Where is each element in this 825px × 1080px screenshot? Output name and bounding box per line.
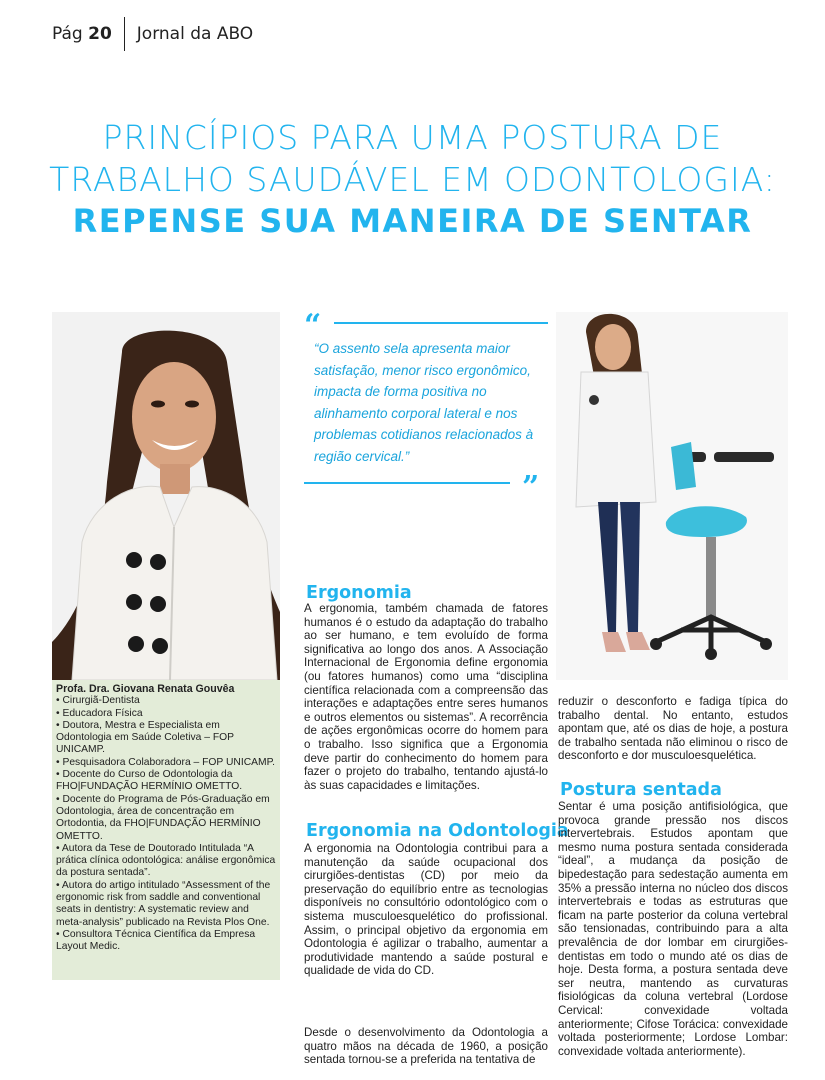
title-line-1: PRINCÍPIOS PARA UMA POSTURA DE [102,118,723,157]
quote-text: “O assento sela apresenta maior satisfação, menor risco ergonômico, impacta de forma positiva no alinhamento corporal lateral e nos problemas cotidianos relacionados à região cervical.” [314,341,534,464]
credential-item: • Doutora, Mestra e Especialista em Odontologia em Saúde Coletiva – FOP UNICAMP. [56,719,234,756]
title-line-3: REPENSE SUA MANEIRA DE SENTAR [72,202,753,240]
quote-rule-bottom [304,482,510,484]
page-header [52,14,253,54]
credential-item: • Docente do Curso de Odontologia da FHO|FUNDAÇÃO HERMÍNIO OMETTO. [56,769,243,793]
body-postura-sentada: Sentar é uma posição antifisiológica, que provoca grande pressão nos discos intervertebrais. Estudos apontam que mesmo numa postura sentada considerada “ideal”, a mudança da posição de bipedestação para sedestação aumenta em 35% a pressão interna no núcleo dos discos intervertebrais e todas as estruturas que ficam na parte posterior da coluna vertebral são tensionadas, contribuindo para a alta prevalência de dor lombar em cirurgiões-dentistas em todo o mundo até os dias de hoje. Desta forma, a postura sentada deve ser neutra, mantendo as curvaturas fisiológicas da coluna vertebral (Lordose Cervical: convexidade voltada anteriormente; Cifose Torácica: convexidade voltada posteriormente; Lordose Lombar: convexidade voltada anteriormente). [558,800,788,1058]
heading-ergonomia: Ergonomia [306,583,412,603]
heading-postura-sentada: Postura sentada [560,780,722,800]
journal-name: Jornal da ABO [136,24,254,44]
body-ergonomia: A ergonomia, também chamada de fatores humanos é o estudo da adaptação do trabalho ao ser humano, e tem evoluído de forma significativa ao longo dos anos. A Associação Internacional de Ergonomia define ergonomia (ou fatores humanos) como uma “disciplina científica relacionada com a compreensão das interações e adaptações entre seres humanos e outros elementos ou sistemas”. A recorrência de ações ergonômicas ocorre do homem para o trabalho. Isso significa que a Ergonomia deve partir do conhecimento do homem para fazer o projeto do trabalho, tentando ajustá-lo às suas capacidades e limitações. [304,602,548,792]
quote-rule-top [334,322,548,324]
author-caption [52,680,280,980]
page-number: Pág 20 [52,24,112,44]
credential-item: • Pesquisadora Colaboradora – FOP UNICAMP. [56,756,275,768]
body-ergonomia-odontologia-2: Desde o desenvolvimento da Odontologia a quatro mãos na década de 1960, a posição sentada tornou-se a preferida na tentativa de [304,1026,548,1067]
title-line-2: TRABALHO SAUDÁVEL EM ODONTOLOGIA: [49,160,776,199]
credential-item: • Docente do Programa de Pós-Graduação em Odontologia, área de concentração em Ortodontia, da FHO|FUNDAÇÃO HERMÍNIO OMETTO. [56,793,270,842]
header-divider [124,17,125,51]
portrait-photo [52,312,280,680]
heading-ergonomia-odontologia: Ergonomia na Odontologia [306,821,569,841]
author-name: Profa. Dra. Giovana Renata Gouvêa [56,683,235,695]
credential-item: • Educadora Física [56,707,143,719]
credential-item: • Autora do artigo intitulado “Assessment of the ergonomic risk from saddle and conventional seats in dentistry: A systematic review and meta-analysis” publicado na Revista Plos One. [56,879,271,928]
credential-item: • Autora da Tese de Doutorado Intitulada “A prática clínica odontológica: análise ergonômica da postura sentada”. [56,842,276,879]
credential-item: • Consultora Técnica Científica da Empresa Layout Medic. [56,928,256,953]
close-quote-icon: ” [522,470,540,505]
body-ergonomia-odontologia: A ergonomia na Odontologia contribui para a manutenção da saúde ocupacional dos cirurgiões-dentistas (CD) por meio da preservação do equilíbrio entre as tecnologias disponíveis no consultório odontológico com o sistema musculoesquelético do profissional. Assim, o principal objetivo da ergonomia em Odontologia é agilizar o trabalho, aumentar a produtividade mantendo a saúde postural e qualidade de vida do CD. [304,842,548,978]
open-quote-icon: “ [304,308,322,343]
dentist-chair-photo [556,312,788,680]
credential-item: • Cirurgiã-Dentista [56,695,140,707]
body-continuation: reduzir o desconforto e fadiga típica do trabalho dental. No entanto, estudos apontam que, até os dias de hoje, a postura de trabalho sentada não eliminou o risco de desconforto e dor musculoesquelética. [558,695,788,763]
